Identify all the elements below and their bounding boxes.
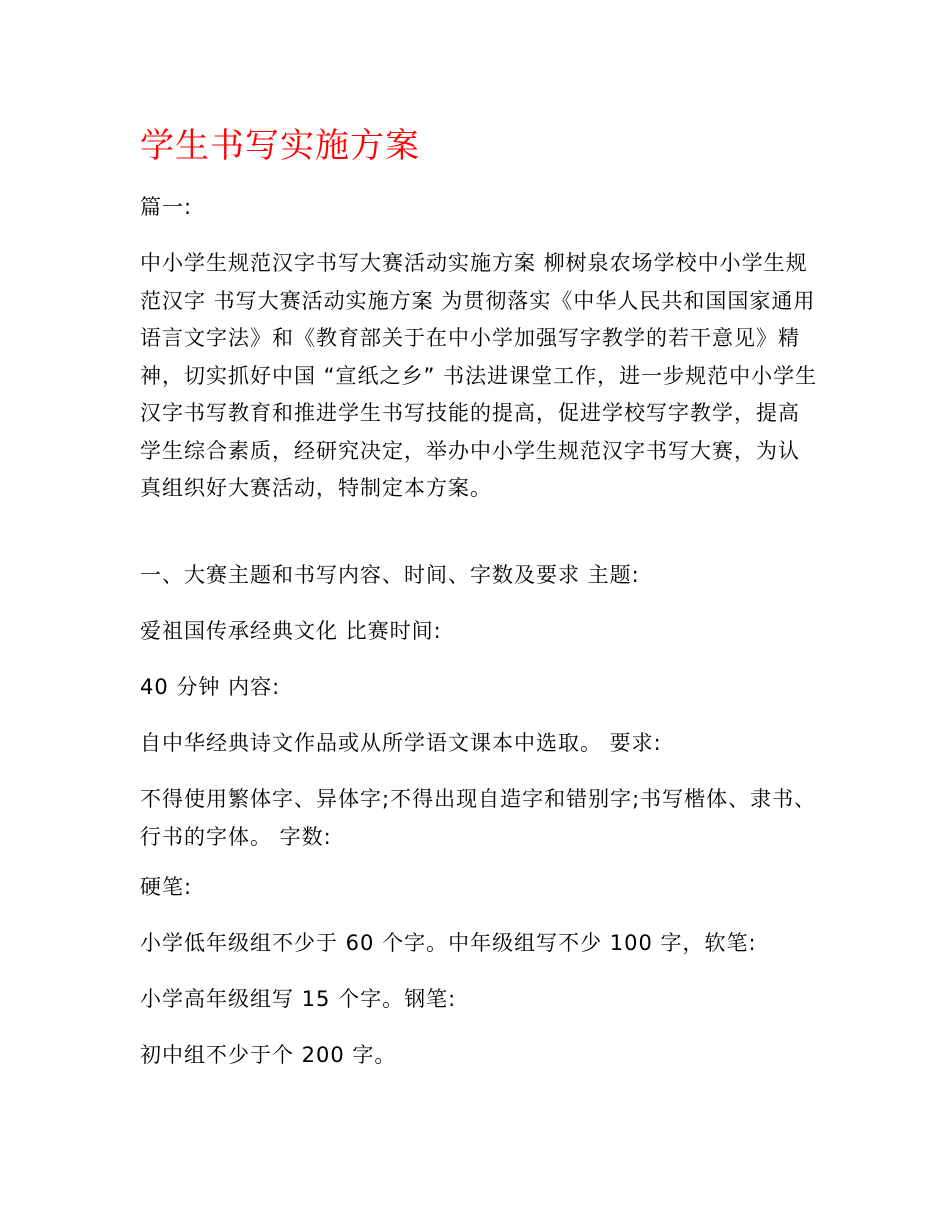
paragraph-section-label: 篇一: bbox=[140, 195, 193, 219]
paragraph-heading-theme: 一、大赛主题和书写内容、时间、字数及要求 主题: bbox=[140, 563, 640, 587]
paragraph-content: 自中华经典诗文作品或从所学语文课本中选取。 要求: bbox=[140, 731, 662, 755]
paragraph-intro: 中小学生规范汉字书写大赛活动实施方案 柳树泉农场学校中小学生规范汉字 书写大赛活动实施方案 为贯彻落实《中华人民共和国国家通用语言文字法》和《教育部关于在中小学加强写字教学的若干意见》精神，切实抓好中国 “宣纸之乡” 书法进课堂工作，进一步规范中小学生汉字书写教育和推进学生书写技能的提高，促进学校写字教学，提高学生综合素质，经研究决定，举办中小学生规范汉字书写大赛，为认真组织好大赛活动，特制定本方案。 bbox=[140, 251, 818, 500]
paragraph-junior-high: 初中组不少于个 200 字。 bbox=[140, 1043, 397, 1067]
paragraph-hard-pen: 硬笔: bbox=[140, 875, 193, 899]
paragraph-time: 40 分钟 内容: bbox=[140, 675, 281, 699]
document-title: 学生书写实施方案 bbox=[140, 126, 420, 166]
paragraph-theme: 爱祖国传承经典文化 比赛时间: bbox=[140, 619, 442, 643]
paragraph-upper-grade: 小学高年级组写 15 个字。钢笔: bbox=[140, 987, 457, 1011]
paragraph-lower-grade: 小学低年级组不少于 60 个字。中年级组写不少 100 字，软笔: bbox=[140, 931, 757, 955]
paragraph-requirements: 不得使用繁体字、异体字;不得出现自造字和错别字;书写楷体、隶书、行书的字体。 字数: bbox=[140, 787, 817, 849]
